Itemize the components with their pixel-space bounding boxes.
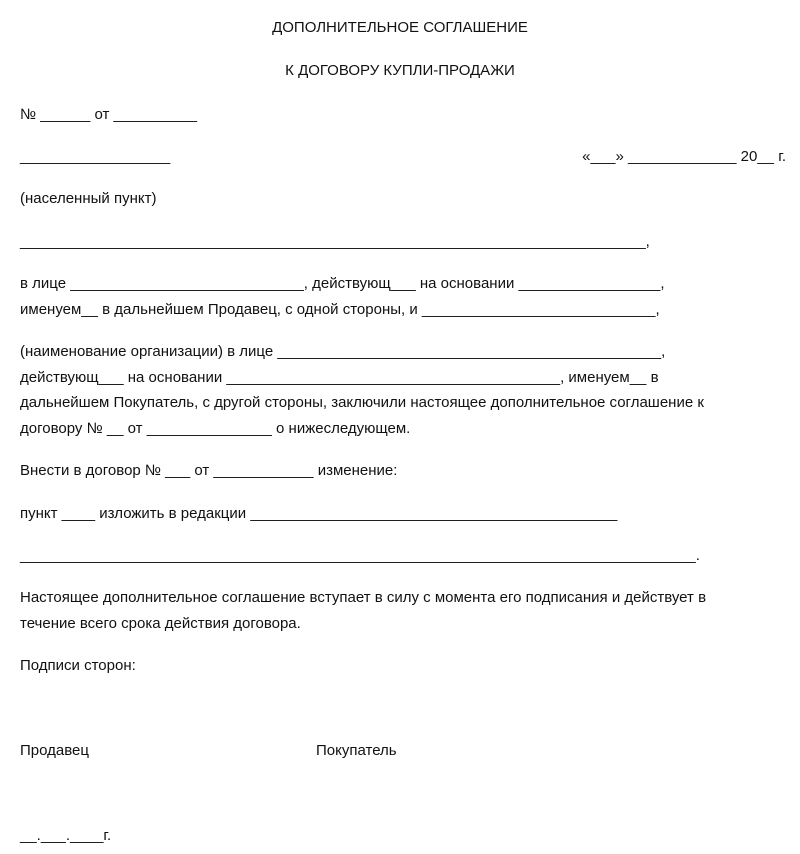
place-blank: __________________ [20,148,171,165]
party2-line-4: договору № __ от _______________ о нижеследующем. [20,420,411,437]
party2-line-1: (наименование организации) в лице ______________________________________________, [20,343,666,360]
place-caption: (населенный пункт) [20,190,157,207]
clause-line: пункт ____ изложить в редакции ____________________________________________ [20,505,618,522]
date-line: «___» _____________ 20__ г. [582,148,786,165]
party1-line-1: в лице ____________________________, действующ___ на основании _________________, [20,275,665,292]
signature-date: __.___.____г. [20,827,112,844]
buyer-label: Покупатель [316,742,397,759]
document-title: ДОПОЛНИТЕЛЬНОЕ СОГЛАШЕНИЕ [272,19,528,36]
party1-line-2: именуем__ в дальнейшем Продавец, с одной стороны, и ____________________________, [20,301,660,318]
clause-blank-line: _________________________________________________________________________________. [20,547,700,564]
party2-line-3: дальнейшем Покупатель, с другой стороны, заключили настоящее дополнительное соглашение к [20,394,704,411]
seller-label: Продавец [20,742,89,759]
effect-line-1: Настоящее дополнительное соглашение вступает в силу с момента его подписания и действует в [20,589,707,606]
agreement-number-line: № ______ от __________ [20,106,197,123]
signatures-heading: Подписи сторон: [20,657,136,674]
party1-blank-line: ___________________________________________________________________________, [20,233,650,250]
document-subtitle: К ДОГОВОРУ КУПЛИ-ПРОДАЖИ [285,62,515,79]
amendment-line: Внести в договор № ___ от ____________ изменение: [20,462,398,479]
effect-line-2: течение всего срока действия договора. [20,615,301,632]
party2-line-2: действующ___ на основании ________________________________________, именуем__ в [20,369,659,386]
